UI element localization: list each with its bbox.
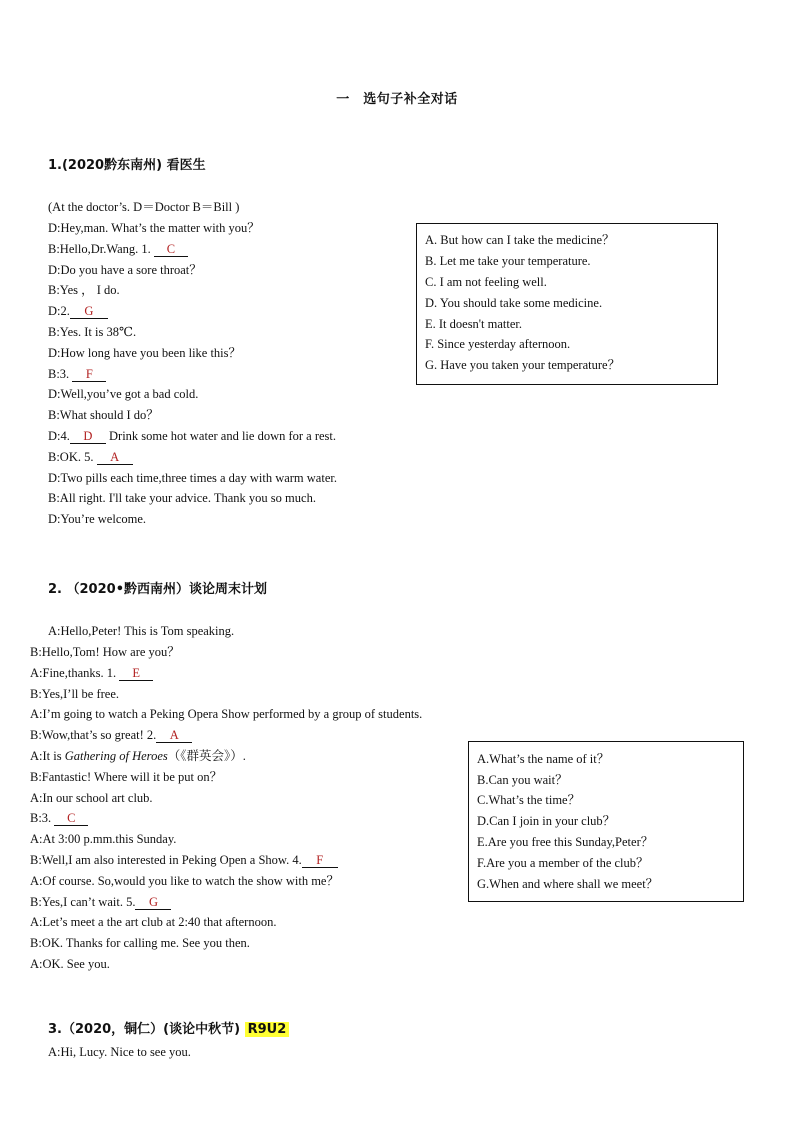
dialog-line: B:3. C [30, 810, 88, 826]
dialog-line: B:Yes ， I do. [48, 283, 120, 297]
dialog-line: B:3. F [48, 366, 106, 382]
dialog-line: D:Hey,man. What’s the matter with you？ [48, 221, 260, 235]
option-item: C. I am not feeling well. [425, 275, 547, 289]
page-title: 一 选句子补全对话 [336, 92, 458, 107]
dialog-line: D:Two pills each time,three times a day with warm water. [48, 471, 337, 485]
section1-heading: 1.(2020黔东南州) 看医生 [48, 158, 206, 173]
dialog-line: B:OK. 5. A [48, 449, 133, 465]
option-item: G.When and where shall we meet？ [477, 877, 659, 891]
dialog-line: D:Well,you’ve got a bad cold. [48, 387, 199, 401]
dialog-line: A:I’m going to watch a Peking Opera Show performed by a group of students. [30, 707, 423, 721]
dialog-line: D:4. D Drink some hot water and lie down for a rest. [48, 429, 337, 443]
option-item: A.What’s the name of it？ [477, 752, 610, 766]
dialog-line: B:What should I do？ [48, 408, 159, 422]
option-item: A. But how can I take the medicine？ [425, 233, 615, 247]
dialog-line: D:How long have you been like this？ [48, 346, 242, 360]
dialog-line: A:In our school art club. [30, 791, 153, 805]
dialog-line: A:Let’s meet a the art club at 2:40 that afternoon. [30, 915, 277, 929]
option-item: C.What’s the time？ [477, 793, 581, 807]
option-item: D. You should take some medicine. [425, 296, 603, 310]
dialog-line: B:Yes. It is 38℃. [48, 325, 137, 339]
dialog-line: B:OK. Thanks for calling me. See you then. [30, 936, 250, 950]
answer-blank[interactable]: A [156, 728, 192, 743]
option-item: E.Are you free this Sunday,Peter？ [477, 835, 654, 849]
dialog-line: B:Well,I am also interested in Peking Open a Show. 4. F [30, 852, 338, 868]
option-item: B.Can you wait？ [477, 773, 568, 787]
option-item: B. Let me take your temperature. [425, 254, 591, 268]
option-item: F.Are you a member of the club？ [477, 856, 649, 870]
highlight-tag: R9U2 [245, 1022, 290, 1037]
section1-intro: (At the doctor’s. D＝Doctor B＝Bill ) [48, 200, 240, 214]
answer-blank[interactable]: C [154, 242, 188, 257]
dialog-line: D:You’re welcome. [48, 512, 147, 526]
option-item: G. Have you taken your temperature？ [425, 358, 621, 372]
option-item: F. Since yesterday afternoon. [425, 337, 571, 351]
answer-blank[interactable]: G [70, 304, 108, 319]
options-box [468, 741, 744, 902]
option-item: D.Can I join in your club？ [477, 814, 616, 828]
dialog-line: B:Hello,Dr.Wang. 1. C [48, 241, 188, 257]
answer-blank[interactable]: A [97, 450, 133, 465]
dialog-line: A:OK. See you. [30, 957, 110, 971]
dialog-line: B:Yes,I can’t wait. 5. G [30, 894, 171, 910]
dialog-line: D:2. G [48, 303, 108, 319]
dialog-line: A:Hello,Peter! This is Tom speaking. [48, 624, 235, 638]
answer-blank[interactable]: F [72, 367, 106, 382]
dialog-line: A:It is Gathering of Heroes（《群英会》）. [30, 749, 246, 763]
dialog-line: B:Yes,I’ll be free. [30, 687, 119, 701]
option-item: E. It doesn't matter. [425, 317, 523, 331]
dialog-line: A:Fine,thanks. 1. E [30, 665, 153, 681]
dialog-line: A:At 3:00 p.mm.this Sunday. [30, 832, 177, 846]
answer-blank[interactable]: E [119, 666, 153, 681]
dialog-line: B:Hello,Tom! How are you？ [30, 645, 180, 659]
answer-blank[interactable]: F [302, 853, 338, 868]
section3-heading: 3.（2020，铜仁）(谈论中秋节) R9U2 [48, 1018, 289, 1037]
dialog-line: D:Do you have a sore throat？ [48, 263, 202, 277]
section2-heading: 2. （2020•黔西南州）谈论周末计划 [48, 582, 268, 597]
answer-blank[interactable]: C [54, 811, 88, 826]
answer-blank[interactable]: D [70, 429, 106, 444]
options-box [416, 223, 718, 385]
dialog-line: B:Wow,that’s so great! 2. A [30, 727, 192, 743]
answer-blank[interactable]: G [135, 895, 171, 910]
dialog-line: B:All right. I'll take your advice. Thank you so much. [48, 491, 316, 505]
dialog-line: A:Of course. So,would you like to watch the show with me？ [30, 874, 339, 888]
dialog-line: A:Hi, Lucy. Nice to see you. [48, 1045, 191, 1059]
dialog-line: B:Fantastic! Where will it be put on？ [30, 770, 223, 784]
